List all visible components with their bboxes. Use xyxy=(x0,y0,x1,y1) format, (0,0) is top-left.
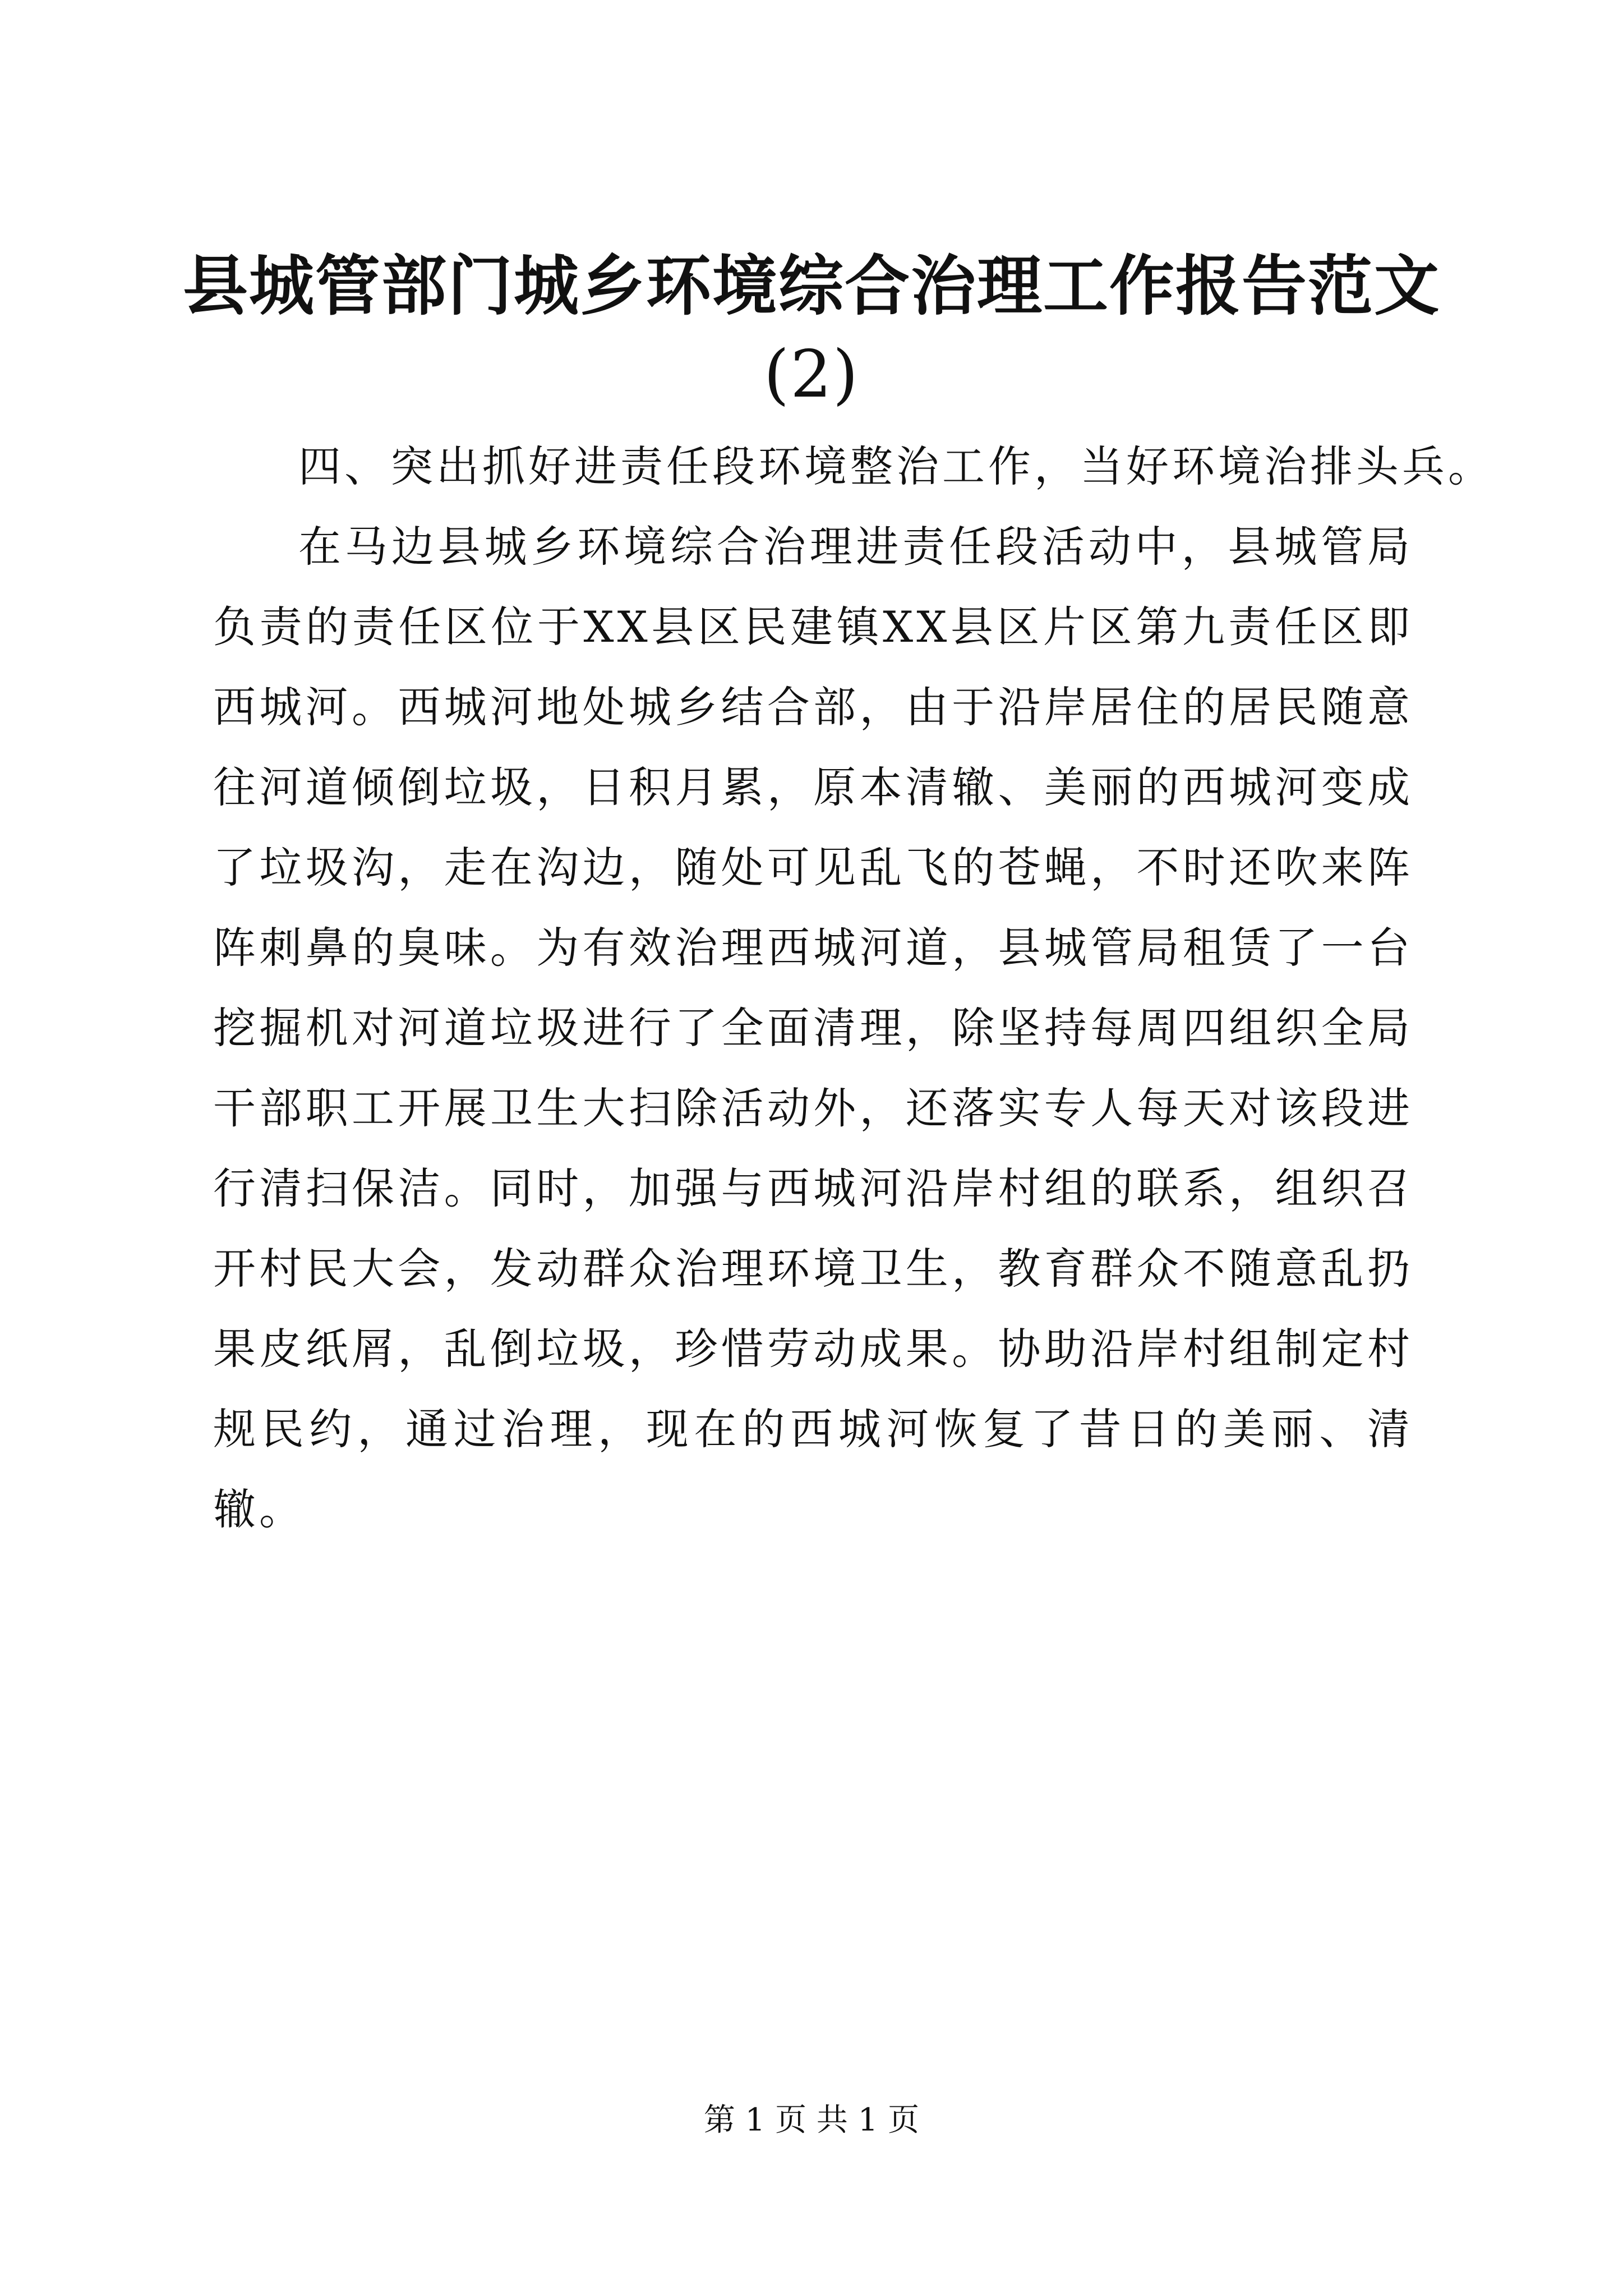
document-title: 县城管部门城乡环境综合治理工作报告范文 xyxy=(183,248,1440,324)
page-footer: 第 1 页 共 1 页 xyxy=(703,2102,920,2138)
document-title-suffix: (2) xyxy=(763,337,860,412)
paragraph-body: 在马边县城乡环境综合治理进责任段活动中，县城管局负责的责任区位于XX县区民建镇XX县区片区第九责任区即西城河。西城河地处城乡结合部，由于沿岸居住的居民随意往河道倾倒垃圾，日积月累，原本清辙、美丽的西城河变成了垃圾沟，走在沟边，随处可见乱飞的苍蝇，不时还吹来阵阵刺鼻的臭味。为有效治理西城河道，县城管局租赁了一台挖掘机对河道垃圾进行了全面清理，除坚持每周四组织全局干部职工开展卫生大扫除活动外，还落实专人每天对该段进行清扫保洁。同时，加强与西城河沿岸村组的联系，组织召开村民大会，发动群众治理环境卫生，教育群众不随意乱扔果皮纸屑，乱倒垃圾，珍惜劳动成果。协助沿岸村组制定村规民约，通过治理，现在的西城河恢复了昔日的美丽、清辙。 xyxy=(213,522,1413,1534)
paragraph-heading: 四、突出抓好进责任段环境整治工作，当好环境治排头兵。 xyxy=(298,441,1494,491)
